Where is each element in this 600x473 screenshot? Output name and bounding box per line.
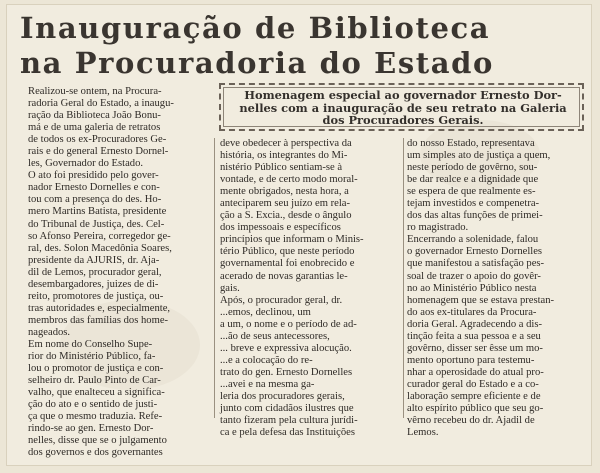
column-divider bbox=[214, 138, 215, 418]
article-column-3: do nosso Estado, representava um simples ato de justiça a quem, neste período de govêrno, sou- be dar realce e a dignidade que se espera de que realmente es- tejam investidos e compenetra- dos das altas funções de primei- ro magistrado. Encerrando a solenidade, falou o governador Ernesto Dornelles que manifestou a satisfação pes- soal de trazer o apoio do govêr- no ao Ministério Público nesta homenagem que se estava prestan- do aos ex-titulares da Procura- doria Geral. Agradecendo a dis- tinção feita a sua pessoa e a seu govêrno, disser ser êsse um mo- mento oportuno para testemu- nhar a operosidade do atual pro- curador geral do Estado e a co- laboração sempre eficiente e de alto espírito público que seu go- vêrno recebeu do dr. Ajadil de Lemos. bbox=[407, 138, 555, 439]
article-column-1: Realizou-se ontem, na Procura- radoria Geral do Estado, a inaugu- ração da Biblioteca João Bonu- má e de uma galeria de retratos de todos os ex-Procuradores Ge- rais e do general Ernesto Dornel- les, Governador do Estado. O ato foi presidido pelo gover- nador Ernesto Dornelles e con- tou com a presença do des. Ho- mero Martins Batista, presidente do Tribunal de Justiça, des. Cel- so Afonso Pereira, corregedor ge- ral, des. Solon Macedônia Soares, presidente da AJURIS, dr. Aja- dil de Lemos, procurador geral, desembargadores, juizes de di- reito, promotores de justiça, ou- tras autoridades e, especialmente, membros das famílias dos home- nageados. Em nome do Conselho Supe- rior do Ministério Público, fa- lou o promotor de justiça e con- selheiro dr. Paulo Pinto de Car- valho, que enalteceu a significa- ção do ato e o sentido de justi- ça que o mesmo traduzia. Refe- rindo-se ao gen. Ernesto Dor- nelles, disse que se o julgamento dos governos e dos governantes bbox=[28, 86, 174, 459]
headline-line-1: Inauguração de Biblioteca bbox=[20, 11, 491, 45]
column-divider bbox=[403, 138, 404, 418]
subheadline: Homenagem especial ao governador Ernesto Dor- nelles com a inauguração de seu retrato na Galeria dos Procuradores Gerais. bbox=[239, 88, 567, 128]
article-column-2: deve obedecer à perspectiva da história, os integrantes do Mi- nistério Público sentiam-se à vontade, e de certo modo moral- mente obrigados, nesta hora, a anteciparem seu juízo em rela- ção a S. Excia., desde o ângulo dos impessoais e específicos princípios que informam o Minis- tério Público, que neste período governamental foi enobrecido e acerado de novas garantias le- gais. Após, o procurador geral, dr. ...emos, declinou, um a um, o nome e o período de ad- ...ão de seus antecessores, ... breve e expressiva alocução. ...e a colocação do re- trato do gen. Ernesto Dornelles ...avei e na mesma ga- leria dos procuradores gerais, junto com cidadãos ilustres que tanto fizeram pela cultura jurídi- ca e pela defesa das Instituições bbox=[220, 138, 364, 439]
headline-line-2: na Procuradoria do Estado bbox=[20, 46, 494, 80]
